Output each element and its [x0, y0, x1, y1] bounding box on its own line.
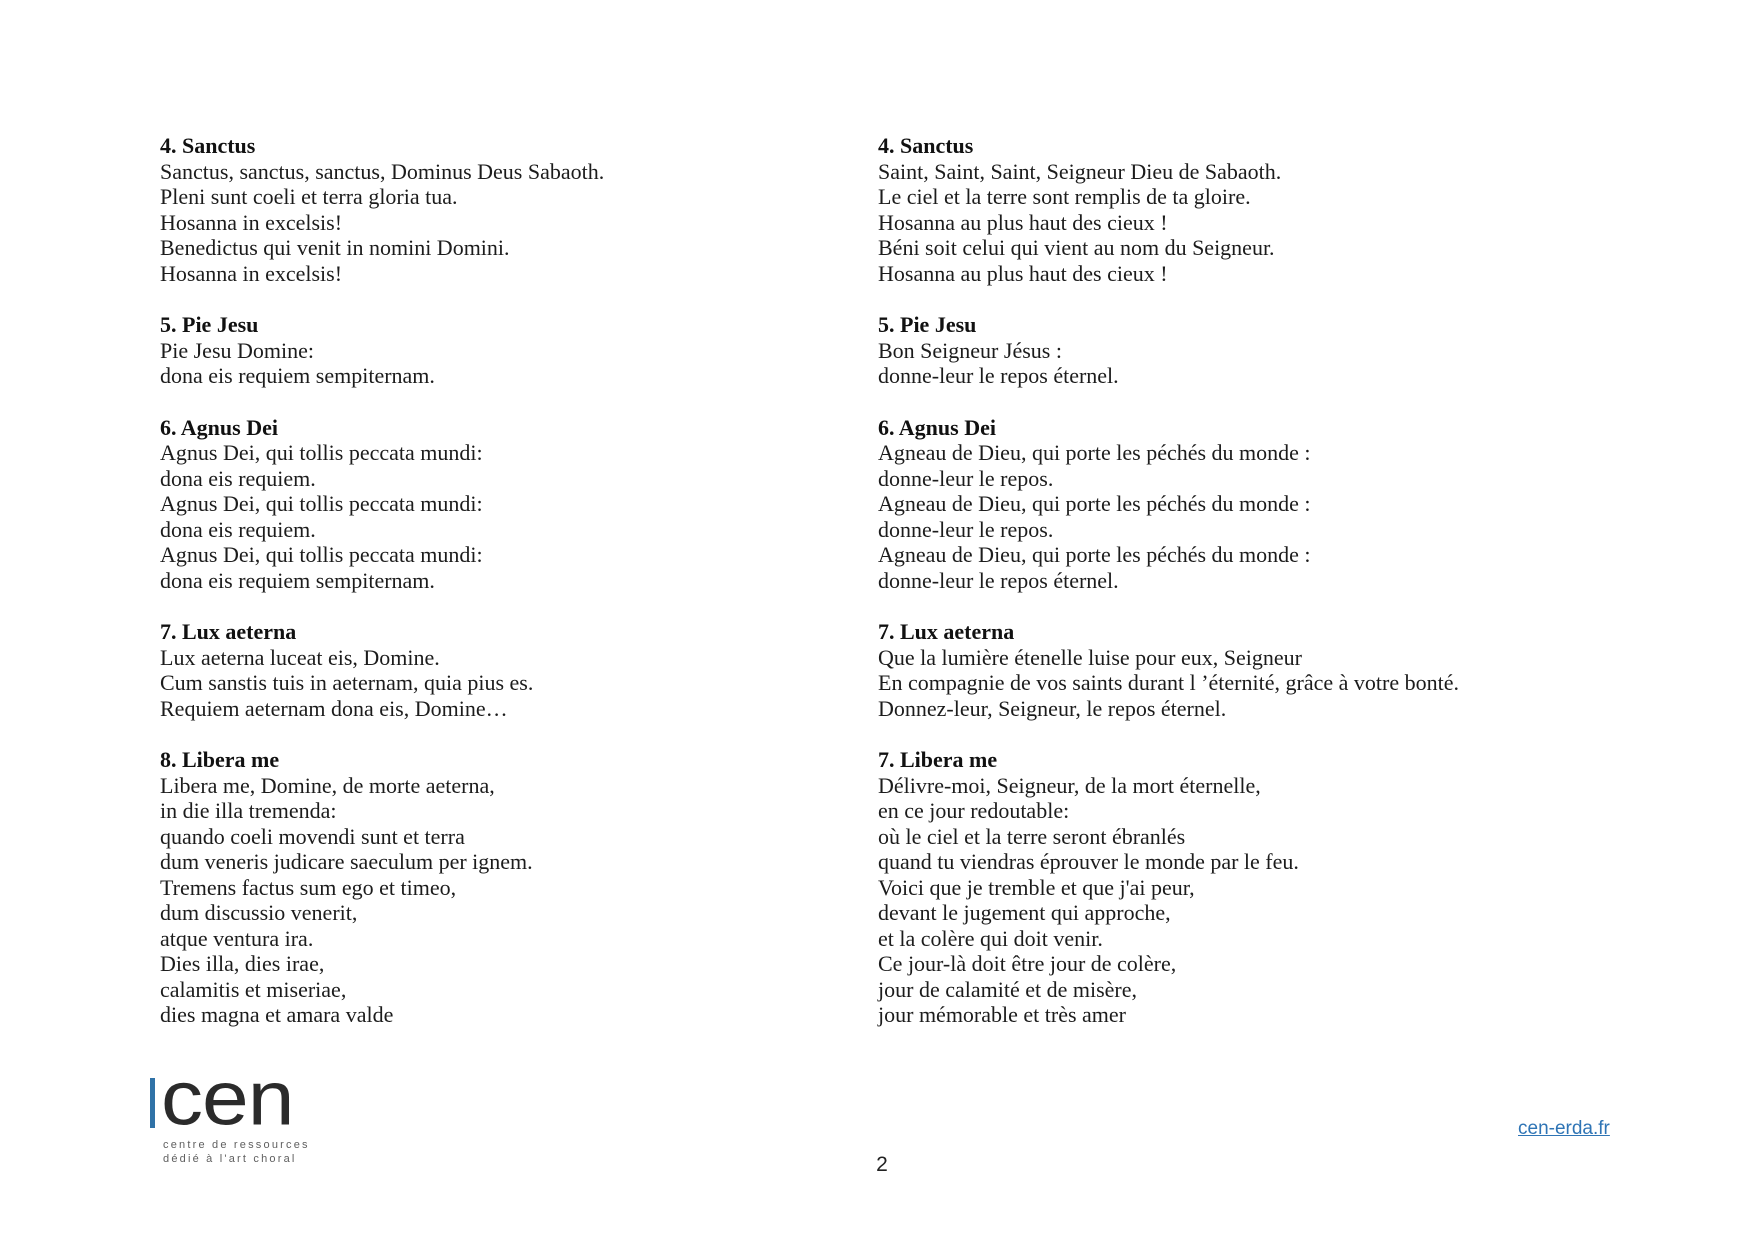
cen-logo-tagline [163, 1138, 310, 1166]
text-section [160, 619, 604, 721]
section-title: 7. Lux aeterna [878, 619, 1015, 644]
text-line: Tremens factus sum ego et timeo, [160, 874, 457, 900]
text-line: Le ciel et la terre sont remplis de ta gloire. [878, 184, 1251, 209]
text-line: En compagnie de vos saints durant l ’éternité, grâce à votre bonté. [878, 670, 1459, 695]
text-line: donne-leur le repos. [878, 516, 1054, 542]
text-line: où le ciel et la terre seront ébranlés [878, 823, 1186, 849]
section-title: 5. Pie Jesu [878, 312, 977, 337]
text-line: Cum sanstis tuis in aeternam, quia pius es. [160, 670, 534, 695]
text-line: Pleni sunt coeli et terra gloria tua. [160, 184, 458, 209]
text-line: Benedictus qui venit in nomini Domini. [160, 235, 510, 260]
text-line: Agnus Dei, qui tollis peccata mundi: [160, 440, 483, 465]
text-line: Hosanna in excelsis! [160, 209, 343, 235]
cen-logo-wordmark-row [150, 1054, 310, 1141]
text-line: donne-leur le repos éternel. [878, 363, 1119, 388]
text-line: en ce jour redoutable: [878, 798, 1070, 823]
text-line: jour de calamité et de misère, [878, 976, 1137, 1002]
text-line: Hosanna au plus haut des cieux ! [878, 209, 1168, 235]
text-line: donne-leur le repos éternel. [878, 567, 1119, 593]
cen-logo [150, 1054, 310, 1166]
section-title: 5. Pie Jesu [160, 312, 259, 337]
cen-logo-tagline-line1: centre de ressources [163, 1139, 310, 1151]
text-line: calamitis et miseriae, [160, 976, 347, 1002]
latin-text-column [160, 133, 604, 1054]
text-line: Sanctus, sanctus, sanctus, Dominus Deus Sabaoth. [160, 158, 605, 184]
french-text-column [878, 133, 1459, 1054]
text-line: Libera me, Domine, de morte aeterna, [160, 772, 495, 798]
text-line: Dies illa, dies irae, [160, 951, 325, 976]
text-line: Agnus Dei, qui tollis peccata mundi: [160, 542, 483, 567]
text-line: dum discussio venerit, [160, 900, 358, 925]
text-line: Saint, Saint, Saint, Seigneur Dieu de Sabaoth. [878, 158, 1282, 184]
text-line: Ce jour-là doit être jour de colère, [878, 951, 1177, 976]
section-title: 7. Lux aeterna [160, 619, 297, 644]
text-line: dona eis requiem sempiternam. [160, 363, 435, 388]
text-line: in die illa tremenda: [160, 798, 337, 823]
text-line: Agneau de Dieu, qui porte les péchés du monde : [878, 542, 1311, 567]
text-line: Agneau de Dieu, qui porte les péchés du monde : [878, 440, 1311, 465]
text-section [878, 619, 1459, 721]
text-line: dona eis requiem. [160, 465, 316, 491]
text-section [160, 747, 604, 1028]
cen-logo-wordmark: cen [161, 1054, 294, 1141]
text-section [878, 133, 1459, 286]
text-line: Pie Jesu Domine: [160, 337, 314, 363]
text-line: devant le jugement qui approche, [878, 900, 1171, 925]
section-title: 4. Sanctus [878, 133, 974, 158]
cen-logo-blue-bar [150, 1078, 155, 1128]
section-title: 8. Libera me [160, 747, 280, 772]
text-section [878, 415, 1459, 594]
text-line: dona eis requiem sempiternam. [160, 567, 435, 593]
text-line: Hosanna au plus haut des cieux ! [878, 260, 1168, 286]
text-section [160, 312, 604, 389]
text-line: Que la lumière étenelle luise pour eux, Seigneur [878, 644, 1302, 670]
text-line: Lux aeterna luceat eis, Domine. [160, 644, 440, 670]
text-line: Requiem aeternam dona eis, Domine… [160, 695, 508, 721]
text-line: quand tu viendras éprouver le monde par le feu. [878, 849, 1299, 874]
text-section [878, 312, 1459, 389]
cen-logo-tagline-line2: dédié à l'art choral [163, 1153, 297, 1165]
cen-erda-link[interactable]: cen-erda.fr [1518, 1118, 1610, 1139]
section-title: 4. Sanctus [160, 133, 256, 158]
text-line: quando coeli movendi sunt et terra [160, 823, 465, 849]
text-line: Donnez-leur, Seigneur, le repos éternel. [878, 695, 1227, 721]
section-title: 7. Libera me [878, 747, 998, 772]
section-title: 6. Agnus Dei [160, 414, 278, 440]
text-line: dum veneris judicare saeculum per ignem. [160, 849, 533, 874]
text-line: Agnus Dei, qui tollis peccata mundi: [160, 491, 483, 516]
text-line: Bon Seigneur Jésus : [878, 337, 1062, 363]
text-line: dies magna et amara valde [160, 1002, 394, 1027]
text-line: atque ventura ira. [160, 925, 314, 951]
text-line: dona eis requiem. [160, 516, 316, 542]
text-line: Agneau de Dieu, qui porte les péchés du monde : [878, 491, 1311, 516]
text-line: donne-leur le repos. [878, 465, 1054, 491]
text-line: Hosanna in excelsis! [160, 260, 343, 286]
text-section [878, 747, 1459, 1028]
text-line: Délivre-moi, Seigneur, de la mort éternelle, [878, 772, 1261, 798]
section-title: 6. Agnus Dei [878, 414, 996, 440]
text-section [160, 415, 604, 594]
page-number: 2 [876, 1153, 888, 1176]
text-line: et la colère qui doit venir. [878, 925, 1103, 951]
text-line: jour mémorable et très amer [878, 1002, 1127, 1027]
text-line: Voici que je tremble et que j'ai peur, [878, 874, 1195, 900]
text-line: Béni soit celui qui vient au nom du Seigneur. [878, 235, 1275, 260]
text-section [160, 133, 604, 286]
